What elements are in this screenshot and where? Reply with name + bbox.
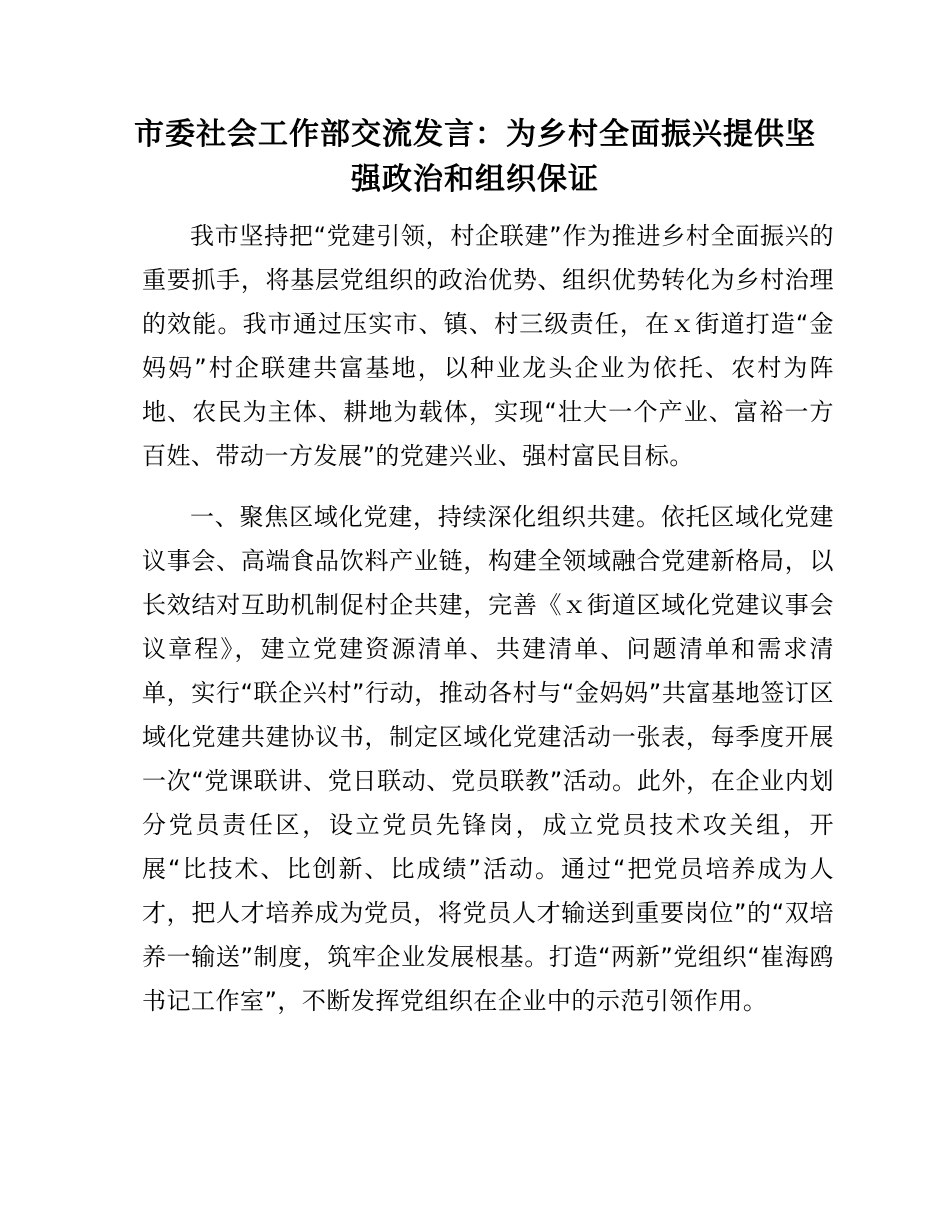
document-body	[142, 214, 834, 1023]
intro-paragraph: 我市坚持把“党建引领，村企联建”作为推进乡村全面振兴的重要抓手，将基层党组织的政治优势、组织优势转化为乡村治理的效能。我市通过压实市、镇、村三级责任，在ｘ街道打造“金妈妈”村企联建共富基地，以种业龙头企业为依托、农村为阵地、农民为主体、耕地为载体，实现“壮大一个产业、富裕一方百姓、带动一方发展”的党建兴业、强村富民目标。	[142, 222, 834, 470]
document-title: 市委社会工作部交流发言：为乡村全面振兴提供坚强政治和组织保证	[134, 117, 816, 197]
section-one-paragraph: 一、聚焦区域化党建，持续深化组织共建。依托区域化党建议事会、高端食品饮料产业链，构建全领域融合党建新格局，以长效结对互助机制促村企共建，完善《ｘ街道区域化党建议事会议章程》，建立党建资源清单、共建清单、问题清单和需求清单，实行“联企兴村”行动，推动各村与“金妈妈”共富基地签订区域化党建共建协议书，制定区域化党建活动一张表，每季度开展一次“党课联讲、党日联动、党员联教”活动。此外，在企业内划分党员责任区，设立党员先锋岗，成立党员技术攻关组，开展“比技术、比创新、比成绩”活动。通过“把党员培养成为人才，把人才培养成为党员，将党员人才输送到重要岗位”的“双培养一输送”制度，筑牢企业发展根基。打造“两新”党组织“崔海鸥书记工作室”，不断发挥党组织在企业中的示范引领作用。	[142, 503, 834, 1015]
